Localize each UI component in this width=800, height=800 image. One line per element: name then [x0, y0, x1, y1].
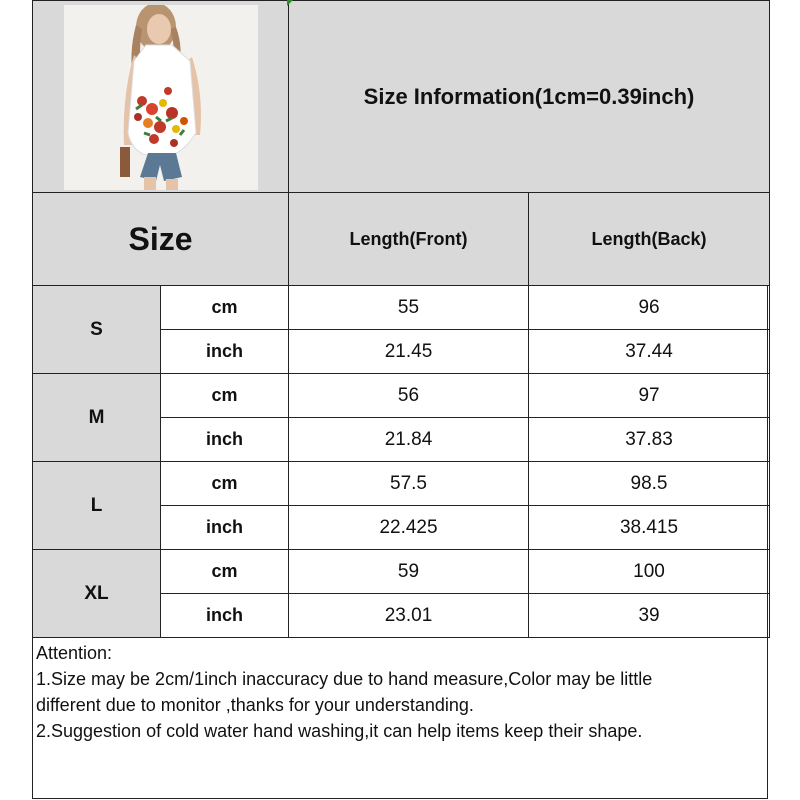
- value-cell: 56: [289, 374, 529, 418]
- table-row: [33, 550, 770, 594]
- size-label: XL: [84, 582, 109, 604]
- size-label: S: [90, 318, 103, 340]
- unit-cell: cm: [161, 550, 289, 594]
- value-cell: 97: [529, 374, 770, 418]
- product-photo: [64, 5, 258, 190]
- unit-cell: inch: [161, 594, 289, 638]
- model-wearing-floral-top-image: [64, 5, 258, 190]
- column-header-length-front: Length(Front): [289, 193, 529, 286]
- size-heading: Size: [128, 220, 193, 257]
- size-heading-cell: [33, 193, 289, 286]
- size-label-cell: [33, 374, 161, 462]
- column-header-row: [33, 193, 770, 286]
- unit-cell: cm: [161, 286, 289, 330]
- value-cell: 23.01: [289, 594, 529, 638]
- unit-cell: inch: [161, 418, 289, 462]
- unit-cell: inch: [161, 506, 289, 550]
- size-info-title: Size Information(1cm=0.39inch): [363, 83, 695, 109]
- size-label-cell: [33, 550, 161, 638]
- size-info-title-cell: [289, 1, 770, 193]
- cell-comment-marker: [287, 0, 293, 6]
- notes-heading: Attention:: [36, 643, 113, 663]
- value-cell: 55: [289, 286, 529, 330]
- value-cell: 96: [529, 286, 770, 330]
- note-line: 2.Suggestion of cold water hand washing,it can help items keep their shape.: [36, 721, 643, 741]
- table-row: [33, 286, 770, 330]
- value-cell: 57.5: [289, 462, 529, 506]
- attention-notes: [36, 640, 764, 744]
- size-label-cell: [33, 286, 161, 374]
- size-chart-table: [32, 0, 770, 638]
- note-line: 1.Size may be 2cm/1inch inaccuracy due to hand measure,Color may be little: [36, 669, 653, 689]
- note-line: different due to monitor ,thanks for your understanding.: [36, 695, 474, 715]
- value-cell: 21.84: [289, 418, 529, 462]
- table-row: [33, 374, 770, 418]
- header-row: [33, 1, 770, 193]
- size-label: M: [88, 406, 105, 428]
- value-cell: 21.45: [289, 330, 529, 374]
- size-label-cell: [33, 462, 161, 550]
- value-cell: 37.44: [529, 330, 770, 374]
- value-cell: 37.83: [529, 418, 770, 462]
- unit-cell: cm: [161, 462, 289, 506]
- column-header-length-back: Length(Back): [529, 193, 770, 286]
- value-cell: 100: [529, 550, 770, 594]
- size-label: L: [90, 494, 103, 516]
- value-cell: 22.425: [289, 506, 529, 550]
- value-cell: 38.415: [529, 506, 770, 550]
- product-photo-cell: [33, 1, 289, 193]
- value-cell: 59: [289, 550, 529, 594]
- value-cell: 98.5: [529, 462, 770, 506]
- unit-cell: cm: [161, 374, 289, 418]
- value-cell: 39: [529, 594, 770, 638]
- unit-cell: inch: [161, 330, 289, 374]
- table-row: [33, 462, 770, 506]
